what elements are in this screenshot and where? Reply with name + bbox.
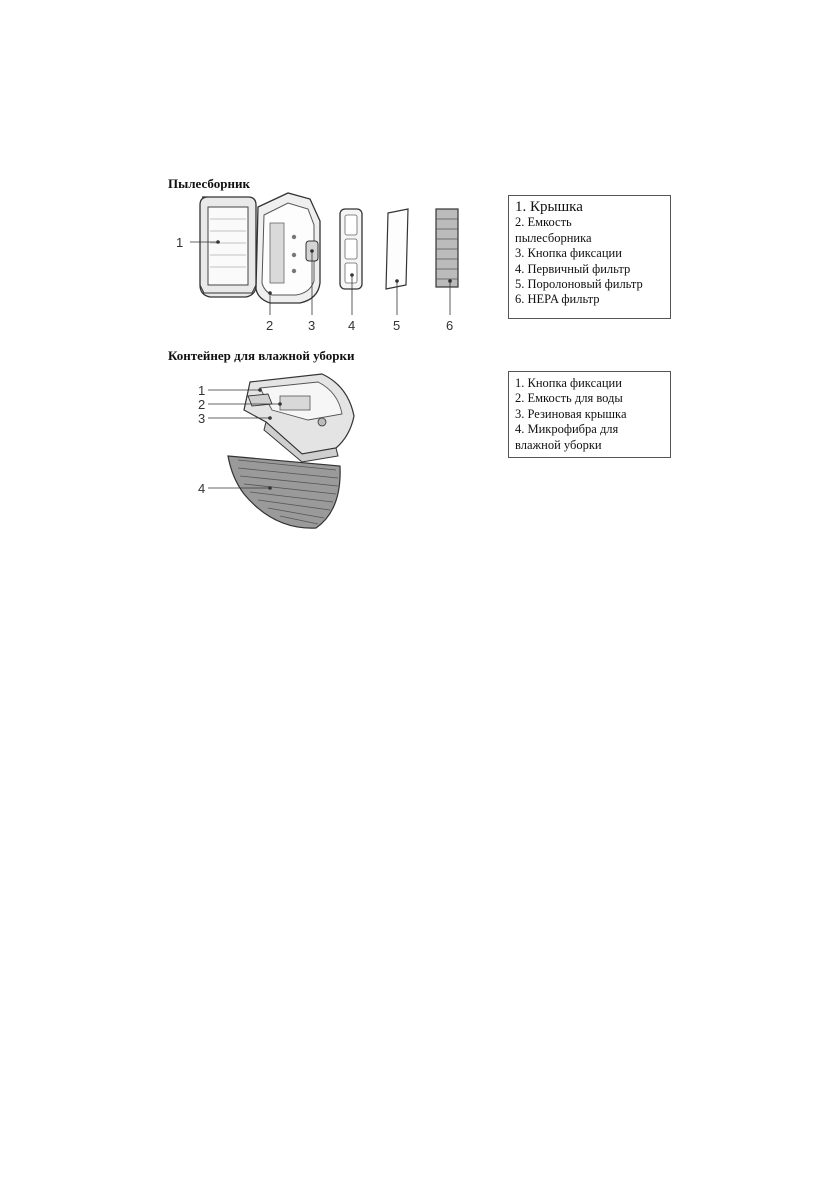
legend-item: 4. Микрофибра для bbox=[515, 422, 619, 437]
water-tank-callout-3: 3 bbox=[198, 411, 206, 426]
legend-item: 1. Кнопка фиксации bbox=[515, 376, 622, 390]
mop-pad-illustration bbox=[228, 456, 340, 528]
dustbin-callout-5: 5 bbox=[393, 318, 401, 333]
water-tank-legend bbox=[508, 371, 671, 458]
dustbin-callout-2: 2 bbox=[266, 318, 274, 333]
legend-item: влажной уборки bbox=[515, 437, 602, 452]
dustbin-callout-4: 4 bbox=[348, 318, 356, 333]
water-tank-callout-2: 2 bbox=[198, 397, 206, 412]
legend-item: 1. Крышка bbox=[515, 199, 583, 215]
legend-item: 2. Емкость для воды bbox=[515, 391, 623, 406]
water-tank-heading: Контейнер для влажной уборки bbox=[168, 348, 355, 363]
legend-item: 4. Первичный фильтр bbox=[515, 261, 631, 276]
legend-item: 2. Емкость bbox=[515, 215, 572, 230]
primary-filter-illustration bbox=[340, 209, 362, 289]
legend-item: пылесборника bbox=[515, 230, 592, 245]
legend-item: 3. Кнопка фиксации bbox=[515, 246, 622, 261]
water-tank-diagram bbox=[190, 370, 370, 535]
dustbin-callout-6: 6 bbox=[446, 318, 454, 333]
legend-item: 5. Поролоновый фильтр bbox=[515, 277, 643, 292]
water-tank-callout-4: 4 bbox=[198, 481, 206, 496]
legend-item: 3. Резиновая крышка bbox=[515, 406, 627, 421]
sponge-filter-illustration bbox=[386, 209, 408, 289]
dustbin-legend bbox=[508, 195, 671, 319]
legend-item: 6. HEPA фильтр bbox=[515, 292, 600, 307]
dustbin-container-illustration bbox=[256, 193, 320, 303]
dustbin-diagram bbox=[170, 185, 470, 335]
dustbin-callout-1: 1 bbox=[176, 235, 184, 250]
water-tank-callout-1: 1 bbox=[198, 383, 206, 398]
dustbin-callout-3: 3 bbox=[308, 318, 316, 333]
dustbin-heading: Пылесборник bbox=[168, 176, 250, 191]
hepa-filter-illustration bbox=[436, 209, 458, 287]
dustbin-lid-illustration bbox=[200, 197, 256, 297]
